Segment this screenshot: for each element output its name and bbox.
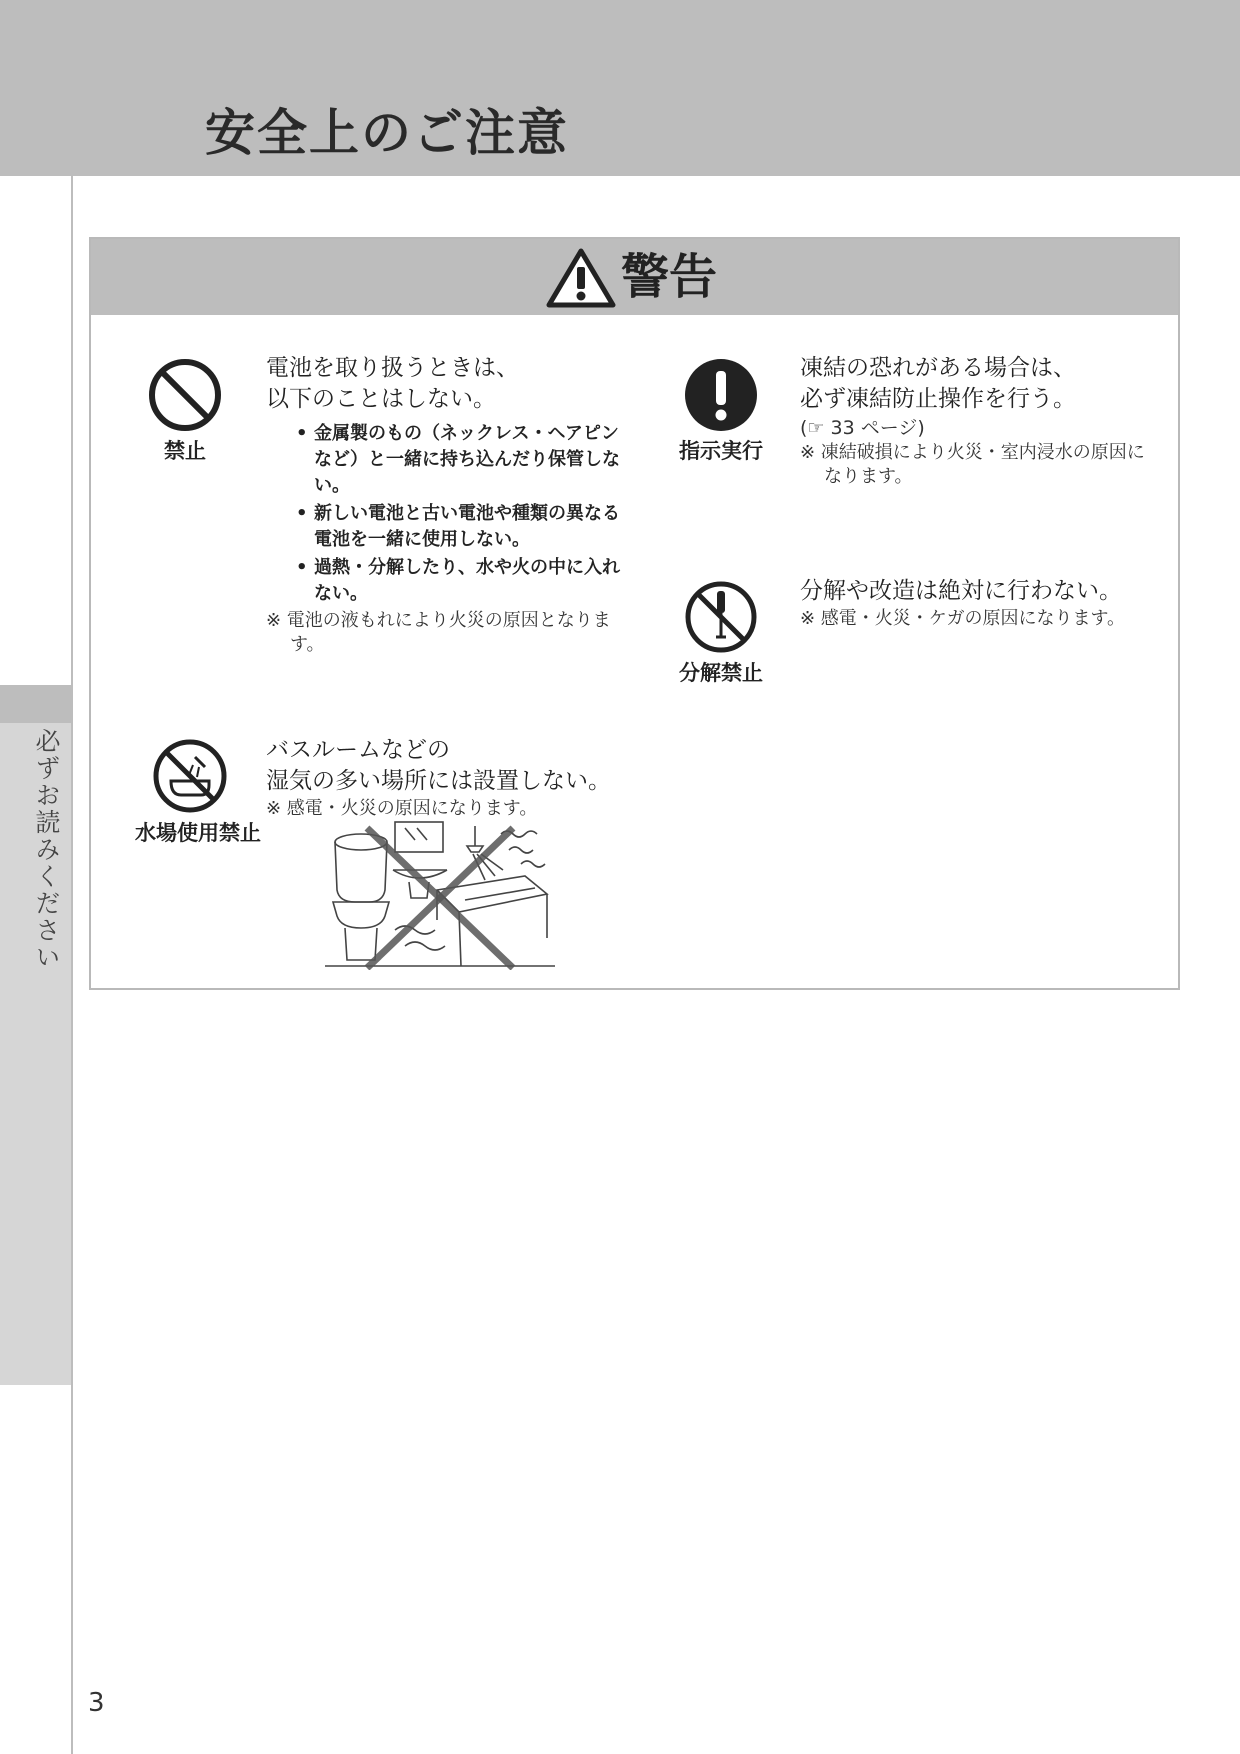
item-note: ※ 感電・火災・ケガの原因になります。	[800, 608, 1126, 629]
item-wet-area	[266, 735, 686, 821]
symbol-label: 水場使用禁止	[135, 821, 261, 845]
page-number: 3	[88, 1688, 105, 1718]
side-rule	[71, 176, 73, 1754]
item-heading: バスルームなどの	[266, 737, 450, 763]
no-disassembly-icon	[683, 579, 759, 655]
item-disassembly	[800, 576, 1150, 631]
side-tab-label: 必ずお読みください	[32, 728, 61, 971]
item-heading: 電池を取り扱うときは、	[266, 355, 519, 381]
symbol-label: 禁止	[164, 439, 206, 463]
item-note: ※ 凍結破損により火災・室内浸水の原因になります。	[800, 442, 1145, 487]
prohibition-icon	[147, 357, 223, 433]
header-band	[0, 0, 1240, 176]
page-reference: (☞ 33 ページ)	[800, 417, 925, 439]
item-heading: 凍結の恐れがある場合は、	[800, 355, 1076, 381]
item-note: ※ 電池の液もれにより火災の原因となります。	[266, 610, 611, 655]
bullet-item: • 新しい電池と古い電池や種類の異なる電池を一緒に使用しない。	[296, 501, 626, 553]
item-heading: 以下のことはしない。	[266, 386, 496, 412]
item-heading: 湿気の多い場所には設置しない。	[266, 768, 611, 794]
symbol-no-wet-area	[135, 737, 261, 847]
instruction-icon	[683, 357, 759, 433]
warning-header	[91, 239, 1178, 315]
symbol-label: 分解禁止	[679, 661, 763, 685]
warning-title: 警告	[621, 249, 718, 305]
side-tab-marker	[0, 685, 71, 723]
item-battery	[266, 353, 626, 657]
item-heading: 分解や改造は絶対に行わない。	[800, 578, 1122, 604]
bullet-list	[266, 421, 626, 607]
symbol-no-disassembly	[671, 579, 771, 687]
warning-triangle-icon	[546, 247, 616, 309]
symbol-label: 指示実行	[679, 439, 763, 463]
page-title: 安全上のご注意	[205, 104, 569, 162]
item-freeze	[800, 353, 1150, 489]
bullet-item: • 金属製のもの（ネックレス・ヘアピンなど）と一緒に持ち込んだり保管しない。	[296, 421, 626, 499]
bathroom-illustration	[325, 820, 555, 970]
symbol-instruction	[671, 357, 771, 465]
bullet-item: • 過熱・分解したり、水や火の中に入れない。	[296, 555, 626, 607]
no-wet-area-icon	[151, 737, 229, 815]
warning-box	[89, 237, 1180, 990]
item-heading: 必ず凍結防止操作を行う。	[800, 386, 1076, 412]
item-note: ※ 感電・火災の原因になります。	[266, 798, 538, 819]
symbol-prohibition	[135, 357, 235, 465]
